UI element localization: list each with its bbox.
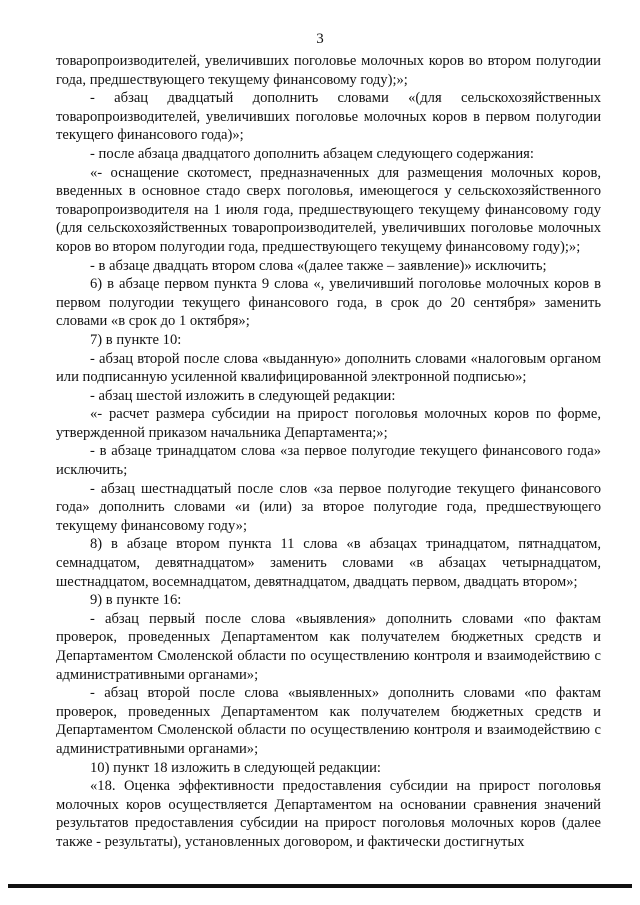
page-number: 3: [316, 31, 324, 47]
paragraph: 8) в абзаце втором пункта 11 слова «в абзацах тринадцатом, пятнадцатом, семнадцатом, девятнадцатом» заменить словами «в абзацах четырнадцатом, шестнадцатом, восемнадцатом, девятнадцатом, двадцать первом, двадцать втором»;: [56, 536, 601, 590]
paragraph: 10) пункт 18 изложить в следующей редакции:: [90, 759, 381, 776]
document-body: [56, 52, 601, 852]
scan-edge-bar: [8, 884, 632, 888]
paragraph: «- оснащение скотомест, предназначенных для размещения молочных коров, введенных в основное стадо сверх поголовья, имеющегося у сельскохозяйственного товаропроизводителя на 1 июля года, предшествующего текущему финансовому году (для сельскохозяйственных товаропроизводителей, увеличивших поголовье молочных коров во втором полугодии года, предшествующего текущему финансовому году);»;: [56, 164, 601, 255]
paragraph: - абзац второй после слова «выданную» дополнить словами «налоговым органом или подписанную усиленной квалифицированной электронной подписью»;: [56, 350, 601, 386]
paragraph: 6) в абзаце первом пункта 9 слова «, увеличивший поголовье молочных коров в первом полугодии текущего финансового года, в срок до 20 сентября» заменить словами «в срок до 1 октября»;: [56, 276, 601, 330]
paragraph: 7) в пункте 10:: [90, 331, 182, 348]
paragraph: - абзац двадцатый дополнить словами «(для сельскохозяйственных товаропроизводителей, увеличивших поголовье молочных коров в первом полугодии текущего финансового года)»;: [56, 90, 601, 144]
paragraph: - абзац шестнадцатый после слов «за первое полугодие текущего финансового года» дополнить словами «и (или) за второе полугодие года, предшествующего текущему финансовому году»;: [56, 480, 601, 534]
paragraph: «- расчет размера субсидии на прирост поголовья молочных коров по форме, утвержденной приказом начальника Департамента;»;: [56, 406, 601, 441]
paragraph: - в абзаце двадцать втором слова «(далее также – заявление)» исключить;: [90, 257, 547, 274]
paragraph: - абзац шестой изложить в следующей редакции:: [90, 387, 396, 404]
paragraph: - абзац второй после слова «выявленных» дополнить словами «по фактам проверок, проведенных Департаментом как получателем бюджетных средств и Департаментом Смоленской области по осуществлению контроля и взаимодействию с административными органами»;: [56, 685, 601, 757]
paragraph: товаропроизводителей, увеличивших поголовье молочных коров во втором полугодии года, предшествующего текущему финансовому году);»;: [56, 53, 601, 88]
paragraph: «18. Оценка эффективности предоставления субсидии на прирост поголовья молочных коров осуществляется Департаментом на основании сравнения значений результатов предоставления субсидии на прирост поголовья молочных коров (далее также - результаты), установленных договором, и фактически достигнутых: [56, 778, 601, 850]
paragraph: - абзац первый после слова «выявления» дополнить словами «по фактам проверок, проведенных Департаментом как получателем бюджетных средств и Департаментом Смоленской области по осуществлению контроля и взаимодействию с административными органами»;: [56, 610, 601, 683]
paragraph: - в абзаце тринадцатом слова «за первое полугодие текущего финансового года» исключить;: [56, 443, 601, 479]
paragraph: 9) в пункте 16:: [90, 592, 182, 609]
paragraph: - после абзаца двадцатого дополнить абзацем следующего содержания:: [90, 145, 534, 162]
